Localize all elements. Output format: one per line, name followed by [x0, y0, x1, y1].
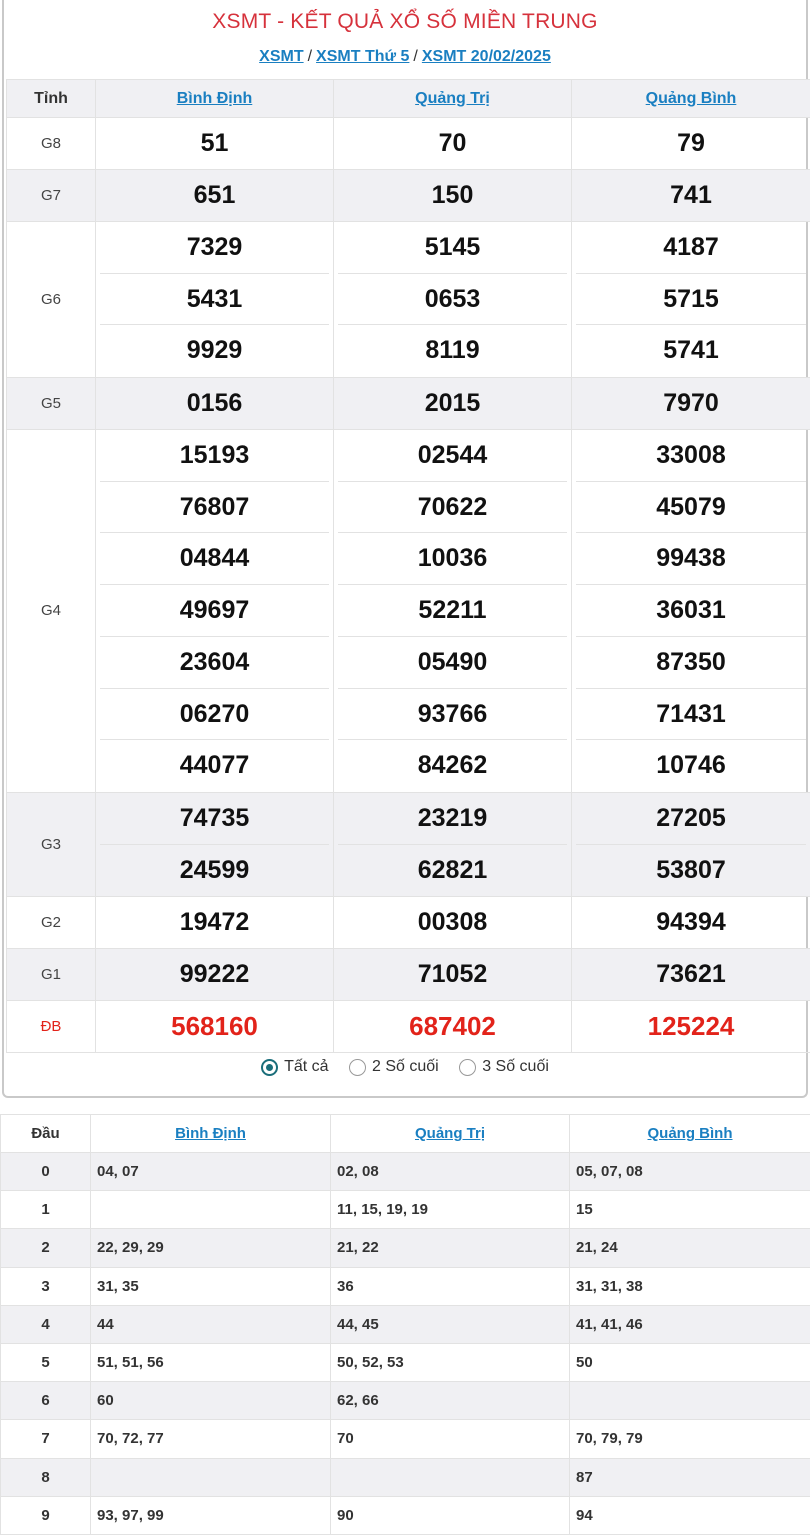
loto-values: 93, 97, 99 [91, 1496, 331, 1534]
loto-header-row [1, 1115, 810, 1153]
prize-number: 10746 [576, 740, 806, 792]
prize-number: 5431 [100, 274, 329, 326]
prize-number-group [572, 222, 810, 378]
prize-number: 70622 [338, 482, 567, 534]
loto-values: 22, 29, 29 [91, 1229, 331, 1267]
loto-row [1, 1153, 810, 1191]
results-header-row [7, 80, 810, 118]
loto-head-digit: 9 [1, 1496, 91, 1534]
prize-number-group [96, 222, 334, 378]
prize-number: 00308 [334, 897, 572, 949]
prize-row [7, 378, 810, 430]
special-prize-number: 125224 [572, 1001, 810, 1053]
loto-values: 50 [570, 1343, 810, 1381]
prize-row [7, 1001, 810, 1053]
prize-number: 05490 [338, 637, 567, 689]
loto-head-digit: 4 [1, 1305, 91, 1343]
province-link-quang-binh[interactable]: Quảng Bình [646, 90, 737, 107]
prize-number: 15193 [100, 430, 329, 482]
prize-number-group [572, 430, 810, 793]
loto-values [570, 1382, 810, 1420]
col-header-dau: Đầu [1, 1115, 91, 1153]
prize-number: 24599 [100, 845, 329, 897]
prize-number: 94394 [572, 897, 810, 949]
prize-number: 49697 [100, 585, 329, 637]
loto-values [331, 1458, 570, 1496]
loto-values: 87 [570, 1458, 810, 1496]
prize-number: 79 [572, 118, 810, 170]
loto-values: 94 [570, 1496, 810, 1534]
prize-row [7, 792, 810, 896]
prize-number: 10036 [338, 533, 567, 585]
filter-option-label: 2 Số cuối [372, 1058, 439, 1076]
loto-row [1, 1420, 810, 1458]
prize-number-group [334, 222, 572, 378]
prize-row [7, 170, 810, 222]
loto-values: 60 [91, 1382, 331, 1420]
prize-number: 2015 [334, 378, 572, 430]
prize-number-group [334, 430, 572, 793]
page-title: XSMT - KẾT QUẢ XỔ SỐ MIỀN TRUNG [4, 10, 806, 34]
prize-number: 04844 [100, 533, 329, 585]
prize-number: 150 [334, 170, 572, 222]
loto-values: 02, 08 [331, 1153, 570, 1191]
loto-head-digit: 6 [1, 1382, 91, 1420]
prize-number: 53807 [576, 845, 806, 897]
loto-row [1, 1458, 810, 1496]
loto-values: 44 [91, 1305, 331, 1343]
loto-row [1, 1267, 810, 1305]
prize-number-group [334, 792, 572, 896]
breadcrumb-xsmt-thu5[interactable]: XSMT Thứ 5 [316, 48, 409, 65]
prize-number: 0653 [338, 274, 567, 326]
prize-row [7, 430, 810, 793]
prize-number: 52211 [338, 585, 567, 637]
prize-number: 73621 [572, 949, 810, 1001]
breadcrumb-separator: / [413, 48, 417, 65]
loto-head-digit: 7 [1, 1420, 91, 1458]
loto-head-digit: 1 [1, 1191, 91, 1229]
loto-values: 62, 66 [331, 1382, 570, 1420]
filter-option-label: Tất cả [284, 1058, 328, 1076]
loto-values: 90 [331, 1496, 570, 1534]
prize-number: 93766 [338, 689, 567, 741]
results-table [6, 79, 810, 1053]
prize-number-group [96, 430, 334, 793]
filter-option-2-digits[interactable] [349, 1058, 439, 1076]
loto-values: 31, 31, 38 [570, 1267, 810, 1305]
filter-option-all[interactable] [261, 1058, 328, 1076]
col-header-province [91, 1115, 331, 1153]
prize-number: 99222 [96, 949, 334, 1001]
loto-row [1, 1382, 810, 1420]
prize-row [7, 949, 810, 1001]
prize-number: 51 [96, 118, 334, 170]
prize-row [7, 118, 810, 170]
col-header-province [570, 1115, 810, 1153]
prize-number: 99438 [576, 533, 806, 585]
loto-head-digit: 0 [1, 1153, 91, 1191]
prize-label: G4 [7, 430, 96, 793]
col-header-tinh: Tỉnh [7, 80, 96, 118]
breadcrumb-separator: / [308, 48, 312, 65]
prize-number: 33008 [576, 430, 806, 482]
loto-values: 50, 52, 53 [331, 1343, 570, 1381]
prize-number: 74735 [100, 793, 329, 845]
prize-number: 70 [334, 118, 572, 170]
prize-number: 62821 [338, 845, 567, 897]
prize-row [7, 897, 810, 949]
prize-number: 76807 [100, 482, 329, 534]
loto-row [1, 1191, 810, 1229]
prize-number: 71431 [576, 689, 806, 741]
special-prize-number: 687402 [334, 1001, 572, 1053]
loto-row [1, 1496, 810, 1534]
prize-label: G8 [7, 118, 96, 170]
prize-number: 06270 [100, 689, 329, 741]
prize-number: 5145 [338, 222, 567, 274]
loto-values [91, 1458, 331, 1496]
special-prize-number: 568160 [96, 1001, 334, 1053]
filter-option-3-digits[interactable] [459, 1058, 549, 1076]
loto-values: 11, 15, 19, 19 [331, 1191, 570, 1229]
loto-head-digit: 5 [1, 1343, 91, 1381]
breadcrumb-xsmt[interactable]: XSMT [259, 48, 303, 65]
col-header-province [96, 80, 334, 118]
loto-table [0, 1114, 810, 1535]
prize-number-group [572, 792, 810, 896]
filter-option-label: 3 Số cuối [482, 1058, 549, 1076]
prize-label: G6 [7, 222, 96, 378]
prize-number: 02544 [338, 430, 567, 482]
prize-number: 19472 [96, 897, 334, 949]
breadcrumb-xsmt-date[interactable]: XSMT 20/02/2025 [422, 48, 551, 65]
prize-label: G5 [7, 378, 96, 430]
loto-values: 21, 22 [331, 1229, 570, 1267]
prize-row [7, 222, 810, 378]
prize-number: 36031 [576, 585, 806, 637]
loto-row [1, 1229, 810, 1267]
prize-number-group [96, 792, 334, 896]
prize-number: 4187 [576, 222, 806, 274]
loto-values: 70, 72, 77 [91, 1420, 331, 1458]
loto-values: 36 [331, 1267, 570, 1305]
prize-number: 0156 [96, 378, 334, 430]
prize-number: 84262 [338, 740, 567, 792]
loto-province-link-quang-tri[interactable]: Quảng Trị [415, 1125, 485, 1142]
results-panel [2, 0, 808, 1098]
prize-number: 5715 [576, 274, 806, 326]
loto-values: 70 [331, 1420, 570, 1458]
loto-head-digit: 8 [1, 1458, 91, 1496]
loto-values [91, 1191, 331, 1229]
prize-number: 7970 [572, 378, 810, 430]
prize-number: 27205 [576, 793, 806, 845]
prize-number: 23604 [100, 637, 329, 689]
radio-selected-icon[interactable] [261, 1059, 278, 1076]
prize-number: 87350 [576, 637, 806, 689]
loto-values: 15 [570, 1191, 810, 1229]
prize-label: G2 [7, 897, 96, 949]
prize-number: 8119 [338, 325, 567, 377]
prize-number: 45079 [576, 482, 806, 534]
loto-head-digit: 2 [1, 1229, 91, 1267]
digit-filter [4, 1058, 806, 1081]
col-header-province [331, 1115, 570, 1153]
radio-icon[interactable] [349, 1059, 366, 1076]
breadcrumb [4, 48, 806, 66]
prize-number: 44077 [100, 740, 329, 792]
province-link-binh-dinh[interactable]: Bình Định [177, 90, 253, 107]
prize-number: 651 [96, 170, 334, 222]
prize-label: G1 [7, 949, 96, 1001]
prize-number: 9929 [100, 325, 329, 377]
prize-label: G7 [7, 170, 96, 222]
loto-row [1, 1343, 810, 1381]
loto-values: 31, 35 [91, 1267, 331, 1305]
loto-values: 04, 07 [91, 1153, 331, 1191]
prize-number: 7329 [100, 222, 329, 274]
loto-values: 70, 79, 79 [570, 1420, 810, 1458]
prize-number: 23219 [338, 793, 567, 845]
prize-label: ĐB [7, 1001, 96, 1053]
col-header-province [572, 80, 810, 118]
province-link-quang-tri[interactable]: Quảng Trị [415, 90, 490, 107]
loto-province-link-quang-binh[interactable]: Quảng Bình [648, 1125, 733, 1142]
prize-number: 71052 [334, 949, 572, 1001]
loto-row [1, 1305, 810, 1343]
radio-icon[interactable] [459, 1059, 476, 1076]
loto-values: 05, 07, 08 [570, 1153, 810, 1191]
loto-values: 41, 41, 46 [570, 1305, 810, 1343]
loto-province-link-binh-dinh[interactable]: Bình Định [175, 1125, 246, 1142]
loto-values: 21, 24 [570, 1229, 810, 1267]
prize-label: G3 [7, 792, 96, 896]
loto-values: 51, 51, 56 [91, 1343, 331, 1381]
loto-head-digit: 3 [1, 1267, 91, 1305]
col-header-province [334, 80, 572, 118]
loto-values: 44, 45 [331, 1305, 570, 1343]
prize-number: 5741 [576, 325, 806, 377]
prize-number: 741 [572, 170, 810, 222]
